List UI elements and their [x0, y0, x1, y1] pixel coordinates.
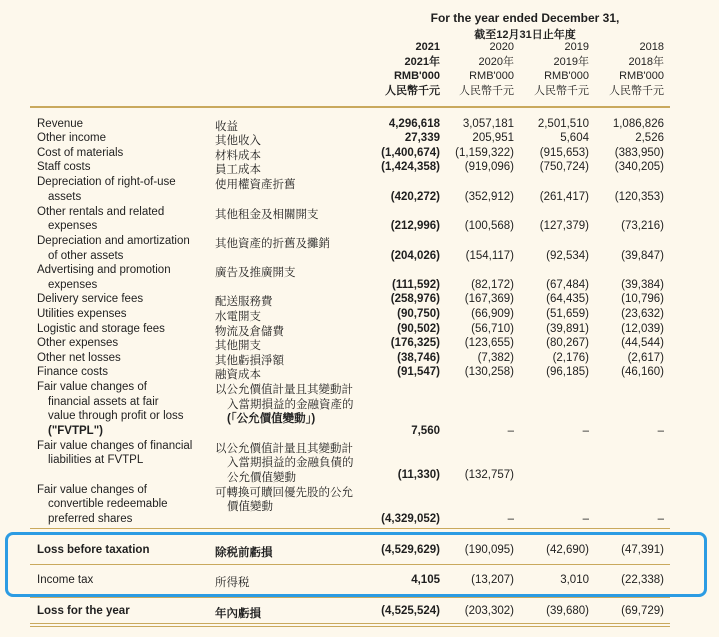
value-cell: – — [507, 513, 514, 525]
value-cell: (261,417) — [539, 191, 589, 203]
label-cell: 材料成本 — [215, 150, 261, 162]
value-cell: (352,912) — [464, 191, 514, 203]
label-cell: assets — [48, 191, 82, 203]
label-cell: convertible redeemable — [48, 498, 168, 510]
value-cell: (258,976) — [390, 293, 440, 305]
label-cell: financial assets at fair — [48, 396, 159, 408]
label-cell: Depreciation and amortization — [37, 235, 190, 247]
value-cell: (47,391) — [621, 544, 664, 556]
value-cell: (2,176) — [552, 352, 589, 364]
value-cell: (46,160) — [621, 366, 664, 378]
label-cell: Loss before taxation — [37, 544, 150, 556]
value-cell: 3,010 — [560, 574, 589, 586]
label-cell: Utilities expenses — [37, 308, 127, 320]
value-cell: 2,501,510 — [537, 118, 589, 130]
value-cell: (56,710) — [471, 323, 514, 335]
label-cell: Depreciation of right-of-use — [37, 176, 176, 188]
label-cell: 2021 — [415, 41, 440, 53]
year-col-2019 — [514, 40, 589, 98]
header-rule — [30, 106, 670, 108]
label-cell: 2020年 — [478, 55, 514, 68]
value-cell: (203,302) — [464, 605, 514, 617]
label-cell: 人民幣千元 — [385, 84, 440, 97]
label-cell: RMB'000 — [469, 70, 514, 82]
label-cell: expenses — [48, 220, 98, 232]
value-cell: (915,653) — [539, 147, 589, 159]
label-cell: 人民幣千元 — [609, 84, 664, 97]
label-cell: Other rentals and related — [37, 206, 165, 218]
label-cell: 水電開支 — [215, 311, 261, 323]
value-cell: (1,159,322) — [455, 147, 514, 159]
value-cell: (127,379) — [539, 220, 589, 232]
label-cell: 其他虧損淨額 — [215, 355, 284, 367]
label-cell: preferred shares — [48, 513, 133, 525]
label-cell: 其他租金及相關開支 — [215, 209, 319, 221]
label-cell: 2018年 — [628, 55, 664, 68]
value-cell: 1,086,826 — [612, 118, 664, 130]
value-cell: (4,525,524) — [381, 605, 440, 617]
label-cell: 除税前虧損 — [215, 547, 273, 559]
value-cell: (111,592) — [392, 279, 440, 291]
value-cell: (11,330) — [397, 469, 440, 481]
value-cell: (73,216) — [621, 220, 664, 232]
label-cell: (「公允價值變動」) — [227, 413, 316, 425]
value-cell: (96,185) — [546, 366, 589, 378]
value-cell: (750,724) — [539, 161, 589, 173]
label-cell: RMB'000 — [619, 70, 664, 82]
value-cell: (80,267) — [546, 337, 589, 349]
value-cell: (383,950) — [614, 147, 664, 159]
value-cell: (69,729) — [621, 605, 664, 617]
value-cell: (100,568) — [464, 220, 514, 232]
value-cell: (90,502) — [397, 323, 440, 335]
total-double-rule — [30, 623, 670, 627]
label-cell: 2019年 — [553, 55, 589, 68]
value-cell: (22,338) — [621, 574, 664, 586]
label-cell: Loss for the year — [37, 605, 130, 617]
value-cell: (4,329,052) — [381, 513, 440, 525]
value-cell: (2,617) — [627, 352, 664, 364]
label-cell: Cost of materials — [37, 147, 124, 159]
label-cell: Finance costs — [37, 366, 108, 378]
label-cell: Logistic and storage fees — [37, 323, 165, 335]
value-cell: (66,909) — [471, 308, 514, 320]
value-cell: (91,547) — [397, 366, 440, 378]
label-cell: 以公允價值計量且其變動計 — [215, 443, 353, 455]
label-cell: 員工成本 — [215, 164, 261, 176]
value-cell: (1,400,674) — [381, 147, 440, 159]
value-cell: (7,382) — [477, 352, 514, 364]
label-cell: Other expenses — [37, 337, 119, 349]
label-cell: Fair value changes of financial — [37, 440, 193, 452]
value-cell: (4,529,629) — [381, 544, 440, 556]
value-cell: (123,655) — [464, 337, 514, 349]
label-cell: Other income — [37, 132, 107, 144]
year-col-2018 — [589, 40, 664, 98]
value-cell: (212,996) — [390, 220, 440, 232]
label-cell: liabilities at FVTPL — [48, 454, 144, 466]
value-cell: 205,951 — [472, 132, 514, 144]
value-cell: (92,534) — [546, 250, 589, 262]
value-cell: (10,796) — [621, 293, 664, 305]
value-cell: 27,339 — [404, 132, 440, 144]
label-cell: 可轉換可贖回優先股的公允 — [215, 487, 353, 499]
label-cell: 物流及倉儲費 — [215, 326, 284, 338]
value-cell: (12,039) — [621, 323, 664, 335]
value-cell: (1,424,358) — [381, 161, 440, 173]
value-cell: 3,057,181 — [462, 118, 514, 130]
label-cell: Fair value changes of — [37, 381, 147, 393]
label-cell: 配送服務費 — [215, 296, 273, 308]
label-cell: expenses — [48, 279, 98, 291]
value-cell: (90,750) — [397, 308, 440, 320]
pre-total-rule — [30, 597, 670, 598]
value-cell: (39,891) — [546, 323, 589, 335]
label-cell: ("FVTPL") — [48, 425, 103, 437]
label-cell: of other assets — [48, 250, 124, 262]
label-cell: 以公允價值計量且其變動計 — [215, 384, 353, 396]
value-cell: (38,746) — [397, 352, 440, 364]
label-cell: Delivery service fees — [37, 293, 144, 305]
value-cell: – — [657, 513, 664, 525]
value-cell: – — [657, 425, 664, 437]
period-title-zh: 截至12月31日止年度 — [474, 29, 576, 41]
value-cell: (120,353) — [614, 191, 664, 203]
label-cell: 入當期損益的金融負債的 — [227, 457, 354, 469]
label-cell: 人民幣千元 — [459, 84, 514, 97]
label-cell: 其他開支 — [215, 340, 261, 352]
label-cell: 其他資產的折舊及攤銷 — [215, 238, 330, 250]
value-cell: – — [582, 425, 589, 437]
label-cell: 收益 — [215, 121, 238, 133]
value-cell: 2,526 — [635, 132, 664, 144]
label-cell: value through profit or loss — [48, 410, 184, 422]
label-cell: Revenue — [37, 118, 84, 130]
value-cell: (204,026) — [390, 250, 440, 262]
label-cell: 2020 — [489, 41, 514, 53]
value-cell: (23,632) — [621, 308, 664, 320]
value-cell: (51,659) — [546, 308, 589, 320]
value-cell: 4,296,618 — [388, 118, 440, 130]
value-cell: (176,325) — [390, 337, 440, 349]
value-cell: (154,117) — [465, 250, 514, 262]
label-cell: 人民幣千元 — [534, 84, 589, 97]
label-cell: 年內虧損 — [215, 608, 261, 620]
period-title-en: For the year ended December 31, — [430, 11, 620, 25]
value-cell: – — [582, 513, 589, 525]
year-col-2021 — [346, 40, 440, 98]
value-cell: (82,172) — [471, 279, 514, 291]
value-cell: (67,484) — [546, 279, 589, 291]
label-cell: 其他收入 — [215, 135, 261, 147]
value-cell: 4,105 — [411, 574, 440, 586]
value-cell: (39,384) — [621, 279, 664, 291]
label-cell: 2019 — [564, 41, 589, 53]
separator-rule — [30, 564, 670, 565]
subtotal-rule — [30, 528, 670, 529]
value-cell: (130,258) — [464, 366, 514, 378]
value-cell: (39,847) — [621, 250, 664, 262]
value-cell: (64,435) — [546, 293, 589, 305]
value-cell: (167,369) — [464, 293, 514, 305]
label-cell: Advertising and promotion — [37, 264, 171, 276]
value-cell: – — [507, 425, 514, 437]
label-cell: Fair value changes of — [37, 484, 147, 496]
label-cell: RMB'000 — [544, 70, 589, 82]
value-cell: (919,096) — [464, 161, 514, 173]
label-cell: Income tax — [37, 574, 94, 586]
value-cell: (190,095) — [464, 544, 514, 556]
label-cell: 入當期損益的金融資產的 — [227, 399, 354, 411]
value-cell: (39,680) — [546, 605, 589, 617]
year-col-2020 — [440, 40, 514, 98]
label-cell: 公允價值變動 — [227, 472, 296, 484]
label-cell: 所得税 — [215, 577, 250, 589]
label-cell: 使用權資產折舊 — [215, 179, 296, 191]
value-cell: (132,757) — [464, 469, 514, 481]
label-cell: Other net losses — [37, 352, 121, 364]
value-cell: (340,205) — [614, 161, 664, 173]
label-cell: RMB'000 — [393, 70, 440, 82]
label-cell: 價值變動 — [227, 501, 273, 513]
value-cell: 5,604 — [560, 132, 589, 144]
value-cell: (13,207) — [471, 574, 514, 586]
label-cell: 融資成本 — [215, 369, 261, 381]
label-cell: Staff costs — [37, 161, 91, 173]
value-cell: (42,690) — [546, 544, 589, 556]
value-cell: 7,560 — [411, 425, 440, 437]
label-cell: 2021年 — [404, 55, 440, 68]
label-cell: 2018 — [639, 41, 664, 53]
value-cell: (420,272) — [390, 191, 440, 203]
label-cell: 廣告及推廣開支 — [215, 267, 296, 279]
value-cell: (44,544) — [621, 337, 664, 349]
